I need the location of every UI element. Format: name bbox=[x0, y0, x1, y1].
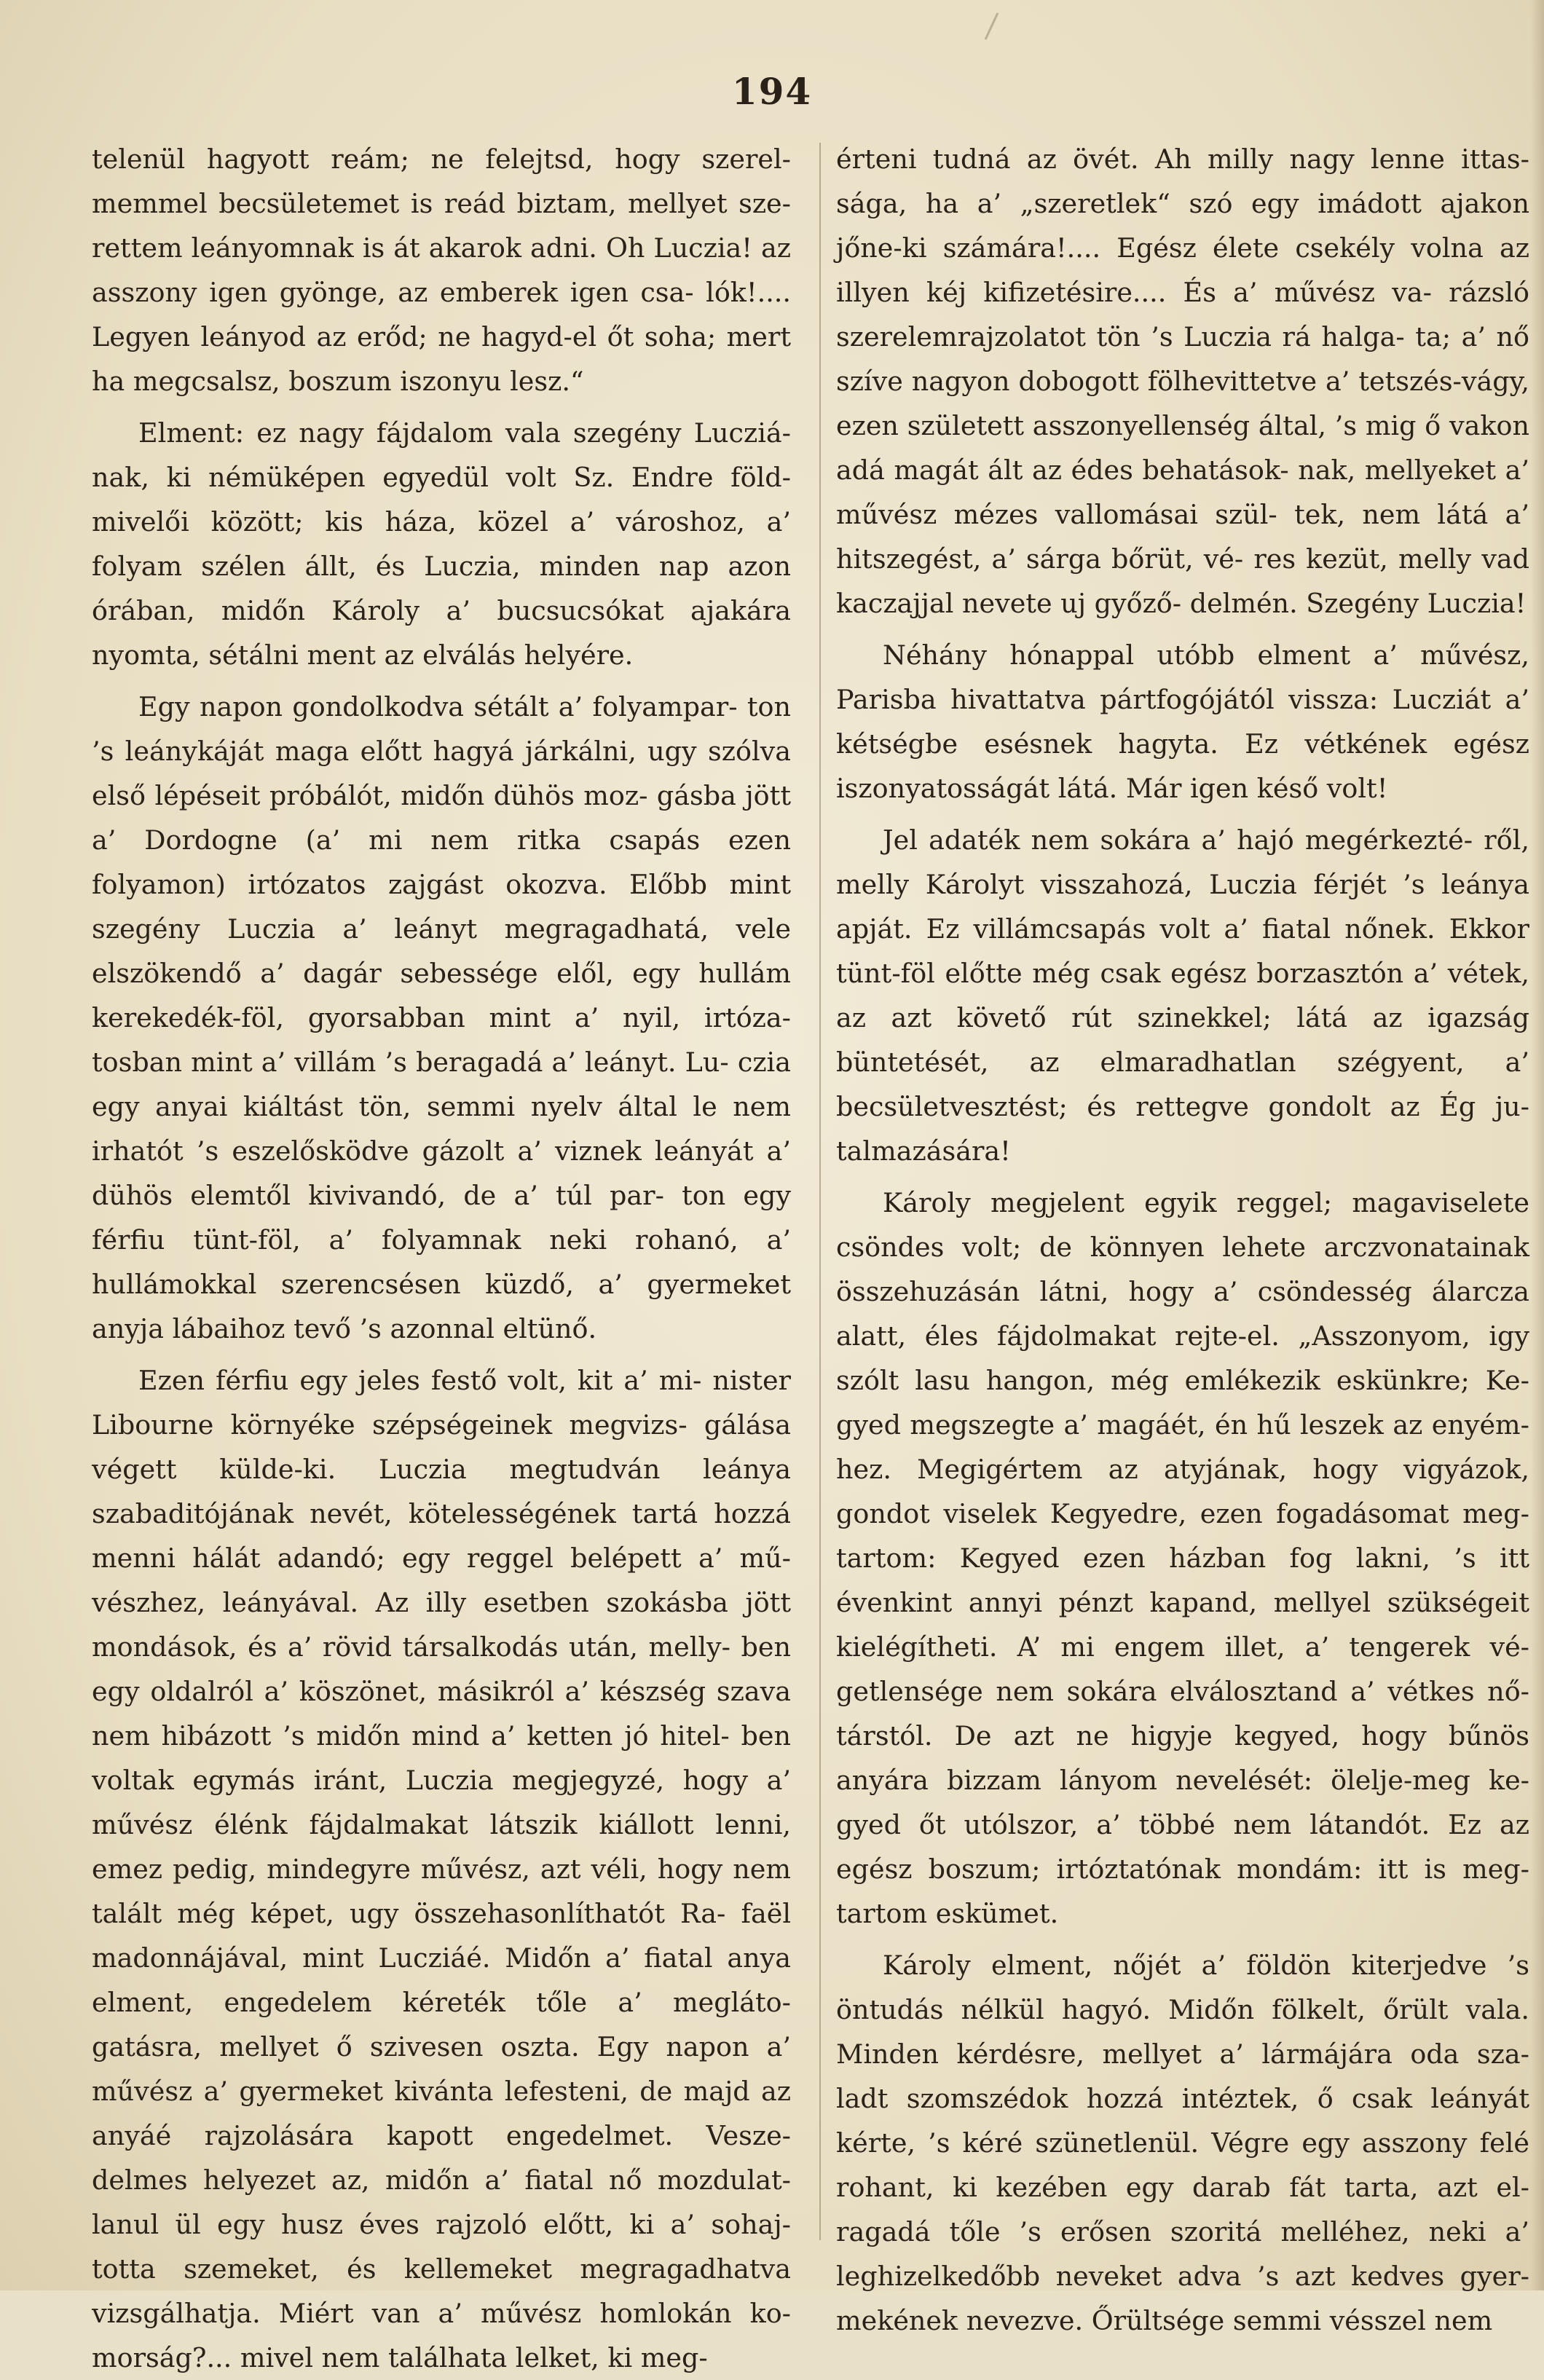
paragraph: Elment: ez nagy fájdalom vala szegény Lucziá- nak, ki némüképen egyedül volt Sz. Endre föld- mivelői között; kis háza, közel a’ városhoz, a’ folyam szélen állt, és Luczia, minden nap azon órában, midőn Károly a’ bucsucsókat ajakára nyomta, sétálni ment az elválás helyére. bbox=[92, 417, 791, 671]
right-column bbox=[836, 137, 1529, 2336]
paragraph: Egy napon gondolkodva sétált a’ folyampar- ton ’s leánykáját maga előtt hagyá járkálni, ugy szólva első lépéseit próbálót, midőn dühös moz- gásba jött a’ Dordogne (a’ mi nem ritka csapás ezen folyamon) irtózatos zajgást okozva. Előbb mint szegény Luczia a’ leányt megragadhatá, vele elszökendő a’ dagár sebessége elől, egy hullám kerekedék-föl, gyorsabban mint a’ nyil, irtóza- tosban mint a’ villám ’s beragadá a’ leányt. Lu- czia egy anyai kiáltást tön, semmi nyelv által le nem irhatót ’s eszelősködve gázolt a’ viznek leányát a’ dühös elemtől kivivandó, de a’ túl par- ton egy férfiu tünt-föl, a’ folyamnak neki rohanó, a’ hullámokkal szerencsésen küzdő, a’ gyermeket anyja lábaihoz tevő ’s azonnal eltünő. bbox=[92, 691, 791, 1344]
paragraph: Jel adaték nem sokára a’ hajó megérkezté- ről, melly Károlyt visszahozá, Luczia férjét ’s leánya apját. Ez villámcsapás volt a’ fiatal nőnek. Ekkor tünt-föl előtte még csak egész borzasztón a’ vétek, az azt követő rút szinekkel; látá az igazság büntetését, az elmaradhatlan szégyent, a’ becsületvesztést; és rettegve gondolt az Ég ju- talmazására! bbox=[836, 824, 1529, 1167]
paragraph: Károly megjelent egyik reggel; magaviselete csöndes volt; de könnyen lehete arczvonatainak összehuzásán látni, hogy a’ csöndesség álarcza alatt, éles fájdolmakat rejte-el. „Asszonyom, igy szólt lasu hangon, még emlékezik eskünkre; Ke- gyed megszegte a’ magáét, én hű leszek az enyém- hez. Megigértem az atyjának, hogy vigyázok, gondot viselek Kegyedre, ezen fogadásomat meg- tartom: Kegyed ezen házban fog lakni, ’s itt évenkint annyi pénzt kapand, mellyel szükségeit kielégítheti. A’ mi engem illet, a’ tengerek vé- getlensége nem sokára elválosztand a’ vétkes nő- társtól. De azt ne higyje kegyed, hogy bűnös anyára bizzam lányom nevelését: ölelje-meg ke- gyed őt utólszor, a’ többé nem látandót. Ez az egész boszum; irtóztatónak mondám: itt is meg- tartom eskümet. bbox=[836, 1187, 1529, 1929]
paragraph: telenül hagyott reám; ne felejtsd, hogy szerel- memmel becsületemet is reád biztam, mellyet sze- rettem leányomnak is át akarok adni. Oh Luczia! az asszony igen gyönge, az emberek igen csa- lók!.... Legyen leányod az erőd; ne hagyd-el őt soha; mert ha megcsalsz, boszum iszonyu lesz.“ bbox=[92, 143, 791, 397]
paragraph: Ezen férfiu egy jeles festő volt, kit a’ mi- nister Libourne környéke szépségeinek megvizs- gálása végett külde-ki. Luczia megtudván leánya szabaditójának nevét, kötelességének tartá hozzá menni hálát adandó; egy reggel belépett a’ mű- vészhez, leányával. Az illy esetben szokásba jött mondások, és a’ rövid társalkodás után, melly- ben egy oldalról a’ köszönet, másikról a’ készség szava nem hibázott ’s midőn mind a’ ketten jó hitel- ben voltak egymás iránt, Luczia megjegyzé, hogy a’ művész élénk fájdalmakat látszik kiállott lenni, emez pedig, mindegyre művész, azt véli, hogy nem talált még képet, ugy összehasonlíthatót Ra- faël madonnájával, mint Lucziáé. Midőn a’ fiatal anya elment, engedelem kéreték tőle a’ megláto- gatásra, mellyet ő szivesen oszta. Egy napon a’ művész a’ gyermeket kivánta lefesteni, de majd az anyáé rajzolására kapott engedelmet. Vesze- delmes helyezet az, midőn a’ fiatal nő mozdulat- lanul ül egy husz éves rajzoló előtt, ki a’ sohaj- totta szemeket, és kellemeket megragadhatva vizsgálhatja. Miért van a’ művész homlokán ko- morság?... mivel nem találhata lelket, ki meg- bbox=[92, 1365, 791, 2373]
paragraph: érteni tudná az övét. Ah milly nagy lenne ittas- sága, ha a’ „szeretlek“ szó egy imádott ajakon jőne-ki számára!.... Egész élete csekély volna az illyen kéj kifizetésire.... És a’ művész va- rázsló szerelemrajzolatot tön ’s Luczia rá halga- ta; a’ nő szíve nagyon dobogott fölhevittetve a’ tetszés-vágy, ezen született asszonyellenség által, ’s mig ő vakon adá magát ált az édes behatások- nak, mellyeket a’ művész mézes vallomásai szül- tek, nem látá a’ hitszegést, a’ sárga bőrüt, vé- res kezüt, melly vad kaczajjal nevete uj győző- delmén. Szegény Luczia! bbox=[836, 143, 1529, 619]
column-divider bbox=[819, 143, 821, 2240]
page-edge-shadow bbox=[1531, 0, 1544, 2290]
paragraph: Néhány hónappal utóbb elment a’ művész, Parisba hivattatva pártfogójától vissza: Lucziát a’ kétségbe esésnek hagyta. Ez vétkének egész iszonyatosságát látá. Már igen késő volt! bbox=[836, 639, 1529, 804]
pencil-mark bbox=[985, 12, 999, 40]
page-number: 194 bbox=[731, 70, 813, 113]
paragraph: Károly elment, nőjét a’ földön kiterjedve ’s öntudás nélkül hagyó. Midőn fölkelt, őrült vala. Minden kérdésre, mellyet a’ lármájára oda sza- ladt szomszédok hozzá intéztek, ő csak leányát kérte, ’s kéré szünetlenül. Végre egy asszony felé rohant, ki kezében egy darab fát tarta, azt el- ragadá tőle ’s erősen szoritá melléhez, neki a’ leghizelkedőbb neveket adva ’s azt kedves gyer- mekének nevezve. Őrültsége semmi vésszel nem bbox=[836, 1950, 1529, 2336]
left-column bbox=[92, 137, 791, 2373]
